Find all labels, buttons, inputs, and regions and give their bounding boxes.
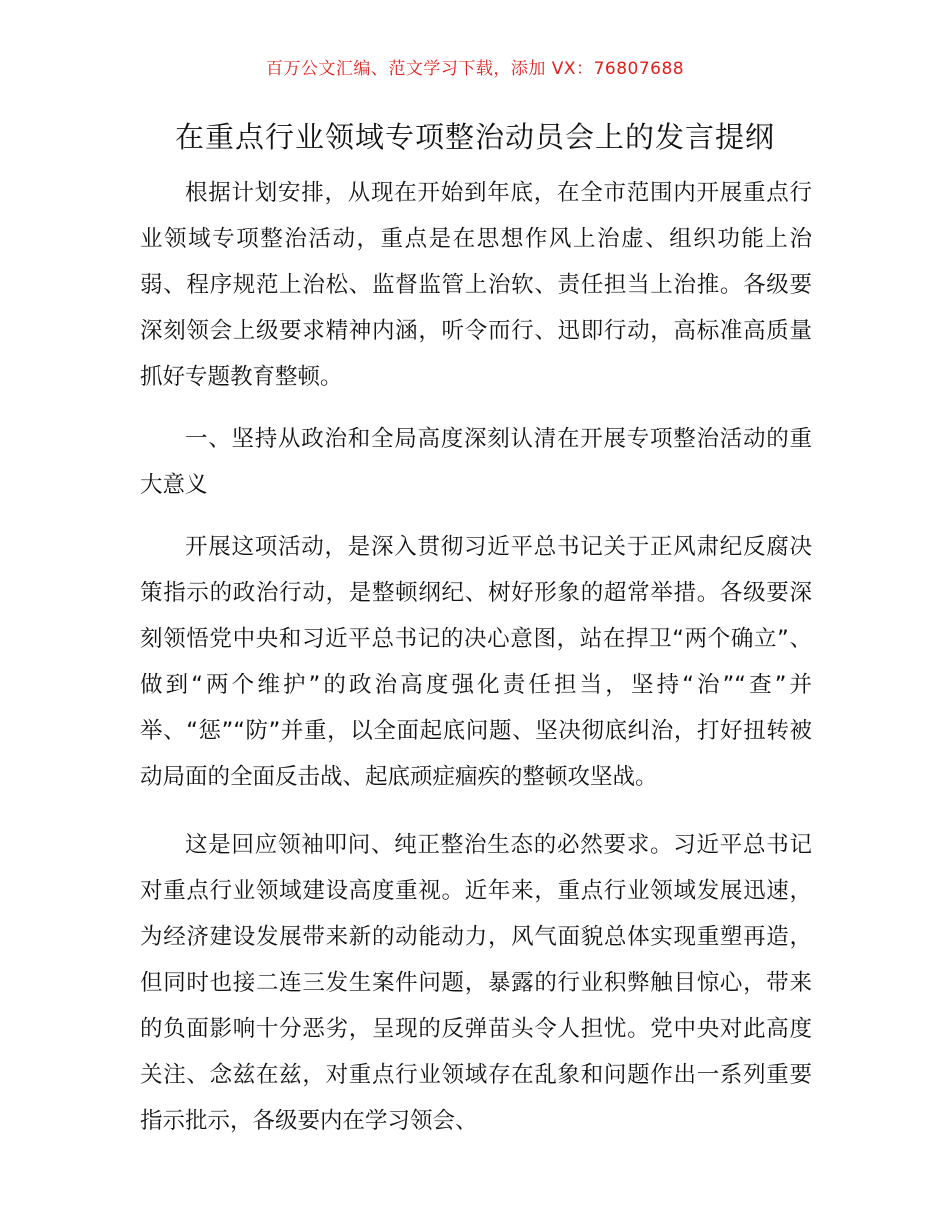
document-title: 在重点行业领域专项整治动员会上的发言提纲 xyxy=(174,120,775,154)
section-heading-1: 一、坚持从政治和全局高度深刻认清在开展专项整治活动的重大意义 xyxy=(140,426,812,498)
paragraph-significance: 开展这项活动，是深入贯彻习近平总书记关于正风肃纪反腐决策指示的政治行动，是整顿纲纪、树好形象的超常举措。各级要深刻领悟党中央和习近平总书记的决心意图，站在捍卫“两个确立”、做到“两个维护”的政治高度强化责任担当，坚持“治”“查”并举、“惩”“防”并重，以全面起底问题、坚决彻底纠治，打好扭转被动局面的全面反击战、起底顽症痼疾的整顿攻坚战。 xyxy=(140,534,812,790)
paragraph-intro: 根据计划安排，从现在开始到年底，在全市范围内开展重点行业领域专项整治活动，重点是在思想作风上治虚、组织功能上治弱、程序规范上治松、监督监管上治软、责任担当上治推。各级要深刻领会上级要求精神内涵，听令而行、迅即行动，高标准高质量抓好专题教育整顿。 xyxy=(140,180,812,390)
document-body xyxy=(140,170,812,1144)
promo-banner: 百万公文汇编、范文学习下载，添加 VX：76807688 xyxy=(265,59,685,79)
paragraph-requirement: 这是回应领袖叩问、纯正整治生态的必然要求。习近平总书记对重点行业领域建设高度重视。近年来，重点行业领域发展迅速，为经济建设发展带来新的动能动力，风气面貌总体实现重塑再造，但同时也接二连三发生案件问题，暴露的行业积弊触目惊心，带来的负面影响十分恶劣，呈现的反弹苗头令人担忧。党中央对此高度关注、念兹在兹，对重点行业领域存在乱象和问题作出一系列重要指示批示，各级要内在学习领会、 xyxy=(140,832,812,1134)
